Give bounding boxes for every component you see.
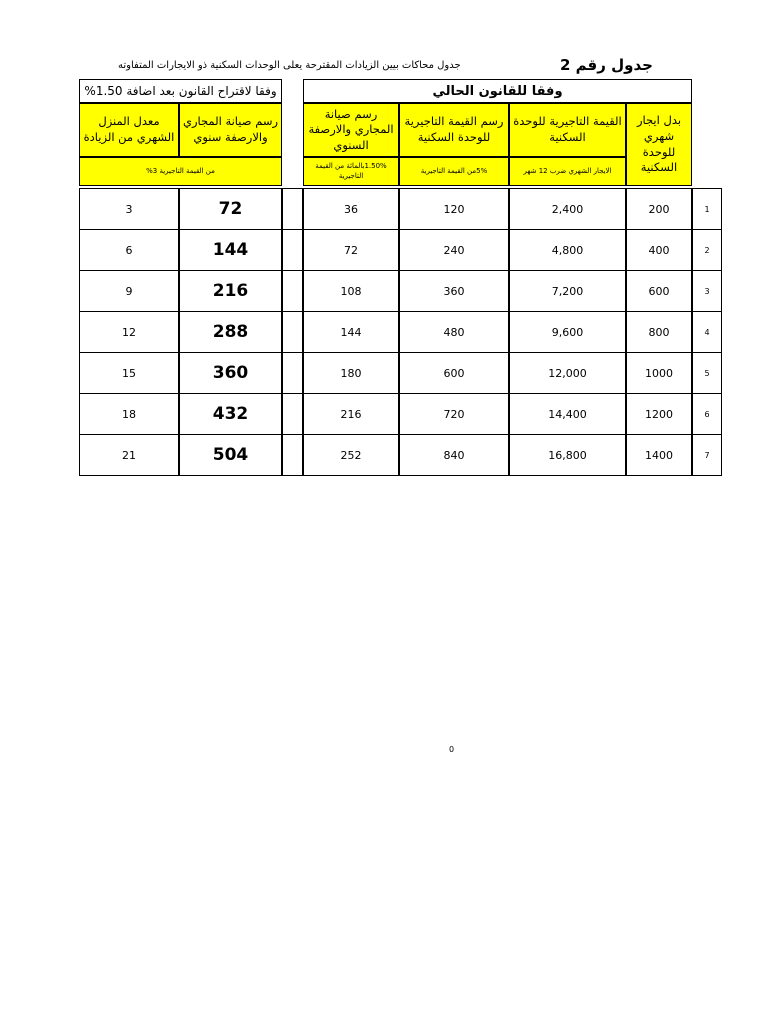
cell-rental-value: 14,400 bbox=[509, 393, 626, 435]
cell-maintenance-fee-current: 36 bbox=[303, 188, 399, 230]
col-header-rental-value-fee: رسم القيمة التاجيرية للوحدة السكنية bbox=[399, 103, 509, 157]
cell-maintenance-fee-new: 504 bbox=[179, 434, 282, 476]
cell-maintenance-fee-current: 144 bbox=[303, 311, 399, 353]
cell-monthly-rent: 200 bbox=[626, 188, 692, 230]
cell-spacer bbox=[282, 311, 303, 353]
cell-rental-value-fee: 600 bbox=[399, 352, 509, 394]
cell-maintenance-fee-new: 72 bbox=[179, 188, 282, 230]
cell-spacer bbox=[282, 229, 303, 271]
cell-monthly-rent: 1200 bbox=[626, 393, 692, 435]
cell-maintenance-fee-current: 180 bbox=[303, 352, 399, 394]
cell-maintenance-fee-new: 216 bbox=[179, 270, 282, 312]
col-header-monthly-rent: بدل ايجار شهري للوحدة السكنية bbox=[626, 103, 692, 186]
cell-row-index: 6 bbox=[692, 393, 722, 435]
cell-monthly-increase: 6 bbox=[79, 229, 179, 271]
cell-monthly-rent: 1000 bbox=[626, 352, 692, 394]
cell-maintenance-fee-current: 72 bbox=[303, 229, 399, 271]
table-subtitle: جدول محاكات بيين الزيادات المقترحة يعلى الوحدات السكنية ذو الايجارات المتفاوته bbox=[118, 60, 461, 71]
cell-row-index: 5 bbox=[692, 352, 722, 394]
cell-rental-value: 9,600 bbox=[509, 311, 626, 353]
cell-maintenance-fee-new: 144 bbox=[179, 229, 282, 271]
cell-rental-value: 12,000 bbox=[509, 352, 626, 394]
cell-monthly-increase: 9 bbox=[79, 270, 179, 312]
cell-maintenance-fee-new: 360 bbox=[179, 352, 282, 394]
cell-monthly-increase: 12 bbox=[79, 311, 179, 353]
cell-spacer bbox=[282, 188, 303, 230]
cell-monthly-increase: 15 bbox=[79, 352, 179, 394]
cell-maintenance-fee-current: 216 bbox=[303, 393, 399, 435]
page-number: 0 bbox=[449, 745, 455, 754]
col-header-maintenance-fee-current: رسم صيانة المجاري والارصفة السنوي bbox=[303, 103, 399, 157]
rental-value-note: الايجار الشهري ضرب 12 شهر bbox=[509, 157, 626, 186]
cell-maintenance-fee-current: 252 bbox=[303, 434, 399, 476]
cell-rental-value-fee: 840 bbox=[399, 434, 509, 476]
rental-fee-note: 5%من القيمة التاجيرية bbox=[399, 157, 509, 186]
col-header-maintenance-fee-new: رسم صيانة المجاري والارصفة سنوي bbox=[179, 103, 282, 157]
cell-row-index: 7 bbox=[692, 434, 722, 476]
table-title: جدول رقم 2 bbox=[560, 56, 653, 74]
cell-maintenance-fee-current: 108 bbox=[303, 270, 399, 312]
cell-rental-value-fee: 480 bbox=[399, 311, 509, 353]
cell-rental-value-fee: 120 bbox=[399, 188, 509, 230]
current-law-group-header: وفقا للقانون الحالي bbox=[303, 79, 692, 103]
col-header-monthly-increase: معدل المنزل الشهري من الزيادة bbox=[79, 103, 179, 157]
cell-monthly-increase: 21 bbox=[79, 434, 179, 476]
cell-maintenance-fee-new: 432 bbox=[179, 393, 282, 435]
cell-rental-value-fee: 360 bbox=[399, 270, 509, 312]
cell-monthly-rent: 1400 bbox=[626, 434, 692, 476]
cell-rental-value-fee: 240 bbox=[399, 229, 509, 271]
cell-spacer bbox=[282, 352, 303, 394]
col-header-rental-value: القيمة التاجيرية للوحدة السكنية bbox=[509, 103, 626, 157]
cell-maintenance-fee-new: 288 bbox=[179, 311, 282, 353]
proposal-group-header: وفقا لاقتراح القانون بعد اضافة 1.50% bbox=[79, 79, 282, 103]
cell-monthly-increase: 3 bbox=[79, 188, 179, 230]
cell-monthly-rent: 600 bbox=[626, 270, 692, 312]
proposal-note: من القيمة التاجيرية 3% bbox=[79, 157, 282, 186]
cell-spacer bbox=[282, 434, 303, 476]
cell-rental-value: 2,400 bbox=[509, 188, 626, 230]
cell-rental-value: 16,800 bbox=[509, 434, 626, 476]
cell-rental-value-fee: 720 bbox=[399, 393, 509, 435]
cell-rental-value: 7,200 bbox=[509, 270, 626, 312]
cell-row-index: 3 bbox=[692, 270, 722, 312]
cell-monthly-rent: 400 bbox=[626, 229, 692, 271]
cell-row-index: 1 bbox=[692, 188, 722, 230]
cell-monthly-increase: 18 bbox=[79, 393, 179, 435]
cell-spacer bbox=[282, 393, 303, 435]
cell-row-index: 2 bbox=[692, 229, 722, 271]
cell-spacer bbox=[282, 270, 303, 312]
cell-row-index: 4 bbox=[692, 311, 722, 353]
cell-monthly-rent: 800 bbox=[626, 311, 692, 353]
maintenance-current-note: 1.50%بالمائة من القيمة التاجيرية bbox=[303, 157, 399, 186]
cell-rental-value: 4,800 bbox=[509, 229, 626, 271]
